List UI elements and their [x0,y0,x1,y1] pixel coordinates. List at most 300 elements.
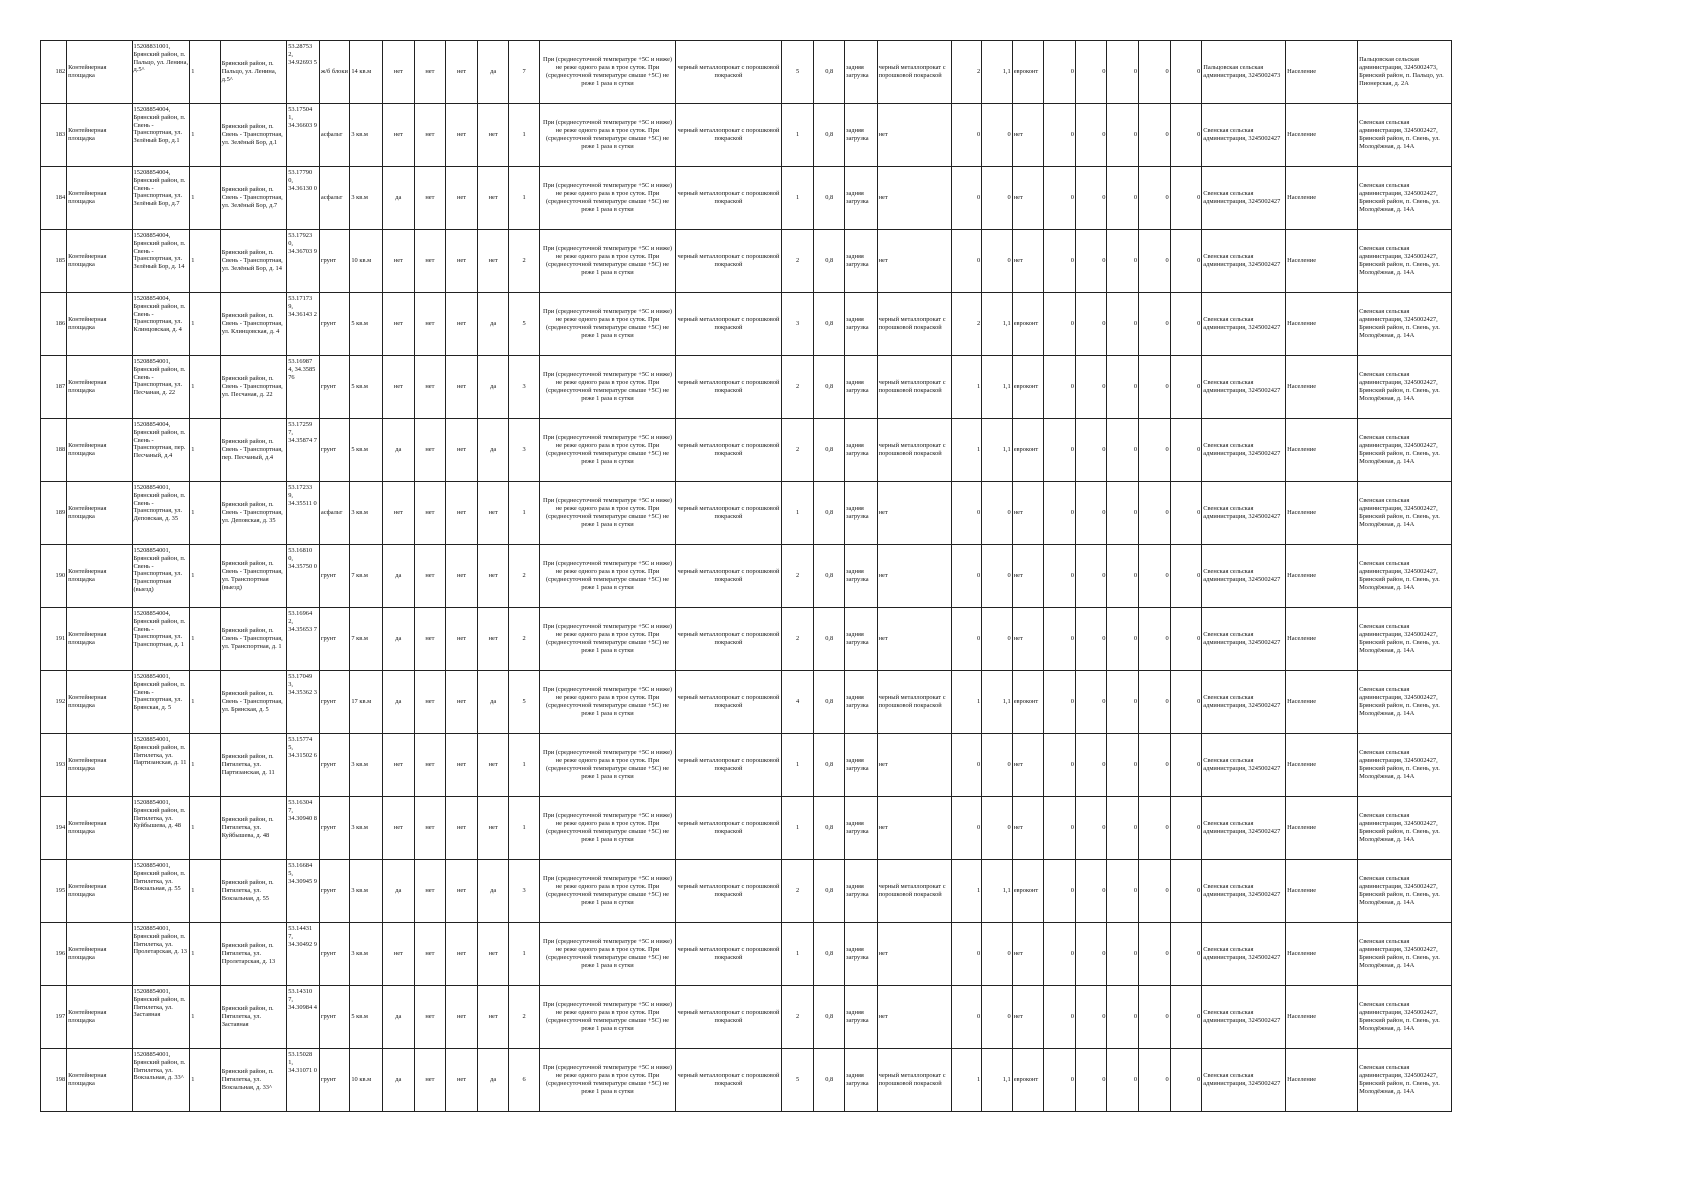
value-1-cell: 0 [1044,1049,1076,1112]
address-cell: Брянский район, п. Свень - Транспортная, ул. Брянская, д. 5 [220,671,286,734]
value-3-cell: 0 [1107,608,1139,671]
value-2-cell: 0 [1075,1049,1107,1112]
container-count-cell: 2 [781,545,814,608]
eurobin-cell: нет [1012,104,1044,167]
flag-cell-cell: 1 [190,734,221,797]
site-type-cell: Контейнерная площадка [67,671,132,734]
owner-full-cell: Свенская сельская администрация, 3245002427, Брянский район, п. Свень, ул. Молодёжная, д. 14А [1358,230,1452,293]
table-row [41,293,1452,356]
flag-4-cell: нет [477,734,509,797]
container-material-cell: черный металлопрокат с порошковой покраской [676,419,782,482]
waste-source-cell: Население [1286,1049,1358,1112]
value-3-cell: 0 [1107,545,1139,608]
value-5-cell: 0 [1170,545,1202,608]
fence-flag-cell: да [383,419,415,482]
table-row [41,482,1452,545]
fence-flag-cell: да [383,608,415,671]
waste-source-cell: Население [1286,167,1358,230]
container-count-cell: 2 [781,860,814,923]
value-5-cell: 0 [1170,230,1202,293]
bunker-material-cell: нет [877,545,951,608]
registry-code-cell: 15208854001, Брянский район, п. Пятилетка, ул. Куйбышева, д. 48 [132,797,190,860]
bunker-volume-cell: 1,1 [982,356,1013,419]
owner-admin-cell: Пальцовская сельская администрация, 3245002473 [1202,41,1286,104]
bunker-volume-cell: 0 [982,545,1013,608]
site-area-cell: 10 кв.м [350,1049,383,1112]
owner-admin-cell: Свенская сельская администрация, 3245002427 [1202,671,1286,734]
container-count-cell: 3 [781,293,814,356]
bunker-material-cell: черный металлопрокат с порошковой покраской [877,419,951,482]
container-material-cell: черный металлопрокат с порошковой покраской [676,167,782,230]
value-5-cell: 0 [1170,104,1202,167]
value-4-cell: 0 [1139,293,1171,356]
bunker-material-cell: нет [877,167,951,230]
collection-schedule-cell: При (среднесуточной температуре +5С и ниже) не реже одного раза в трое суток. При (среднесуточной температуре свыше +5С) не реже 1 раза в сутки [539,734,675,797]
container-count-cell: 1 [781,167,814,230]
container-volume-cell: 0,8 [814,230,845,293]
container-material-cell: черный металлопрокат с порошковой покраской [676,1049,782,1112]
value-2-cell: 0 [1075,797,1107,860]
bunker-material-cell: черный металлопрокат с порошковой покраской [877,356,951,419]
owner-admin-cell: Свенская сельская администрация, 3245002427 [1202,797,1286,860]
waste-source-cell: Население [1286,419,1358,482]
bunker-material-cell: нет [877,923,951,986]
flag-4-cell: нет [477,923,509,986]
value-2-cell: 0 [1075,293,1107,356]
flag-cell-cell: 1 [190,482,221,545]
bunker-count-cell: 1 [951,356,982,419]
site-area-cell: 14 кв.м [350,41,383,104]
value-5-cell: 0 [1170,923,1202,986]
bunker-material-cell: черный металлопрокат с порошковой покраской [877,860,951,923]
container-material-cell: черный металлопрокат с порошковой покраской [676,923,782,986]
value-3-cell: 0 [1107,167,1139,230]
address-cell: Брянский район, п. Свень - Транспортная, ул. Зелёный Бор, д.1 [220,104,286,167]
cover-flag-cell: нет [414,671,446,734]
cover-flag-cell: нет [414,167,446,230]
registry-code-cell: 15208854004, Брянский район, п. Свень - Транспортная, пер. Песчаный, д.4 [132,419,190,482]
waste-source-cell: Население [1286,734,1358,797]
value-1-cell: 0 [1044,734,1076,797]
container-volume-cell: 0,8 [814,167,845,230]
bunker-volume-cell: 1,1 [982,41,1013,104]
bunker-material-cell: черный металлопрокат с порошковой покраской [877,293,951,356]
container-volume-cell: 0,8 [814,545,845,608]
collection-schedule-cell: При (среднесуточной температуре +5С и ниже) не реже одного раза в трое суток. При (среднесуточной температуре свыше +5С) не реже 1 раза в сутки [539,104,675,167]
owner-admin-cell: Свенская сельская администрация, 3245002427 [1202,356,1286,419]
container-material-cell: черный металлопрокат с порошковой покраской [676,860,782,923]
row-number-cell: 190 [41,545,67,608]
flag-3-cell: нет [446,608,478,671]
eurobin-cell: нет [1012,986,1044,1049]
loading-type-cell: задняя загрузка [844,797,877,860]
value-3-cell: 0 [1107,860,1139,923]
container-volume-cell: 0,8 [814,797,845,860]
address-cell: Брянский район, п. Пальцо, ул. Ленина, д.5^ [220,41,286,104]
surface-type-cell: грунт [319,1049,350,1112]
surface-type-cell: асфальт [319,167,350,230]
table-row [41,545,1452,608]
container-total-cell: 7 [509,41,540,104]
container-volume-cell: 0,8 [814,293,845,356]
coordinates-cell: 53.17504 1, 34.36603 9 [287,104,320,167]
value-4-cell: 0 [1139,923,1171,986]
container-material-cell: черный металлопрокат с порошковой покраской [676,356,782,419]
loading-type-cell: задняя загрузка [844,1049,877,1112]
bunker-material-cell: нет [877,986,951,1049]
loading-type-cell: задняя загрузка [844,230,877,293]
coordinates-cell: 53.16987 4, 34.3585 76 [287,356,320,419]
table-row [41,104,1452,167]
fence-flag-cell: нет [383,41,415,104]
bunker-count-cell: 0 [951,734,982,797]
container-total-cell: 3 [509,860,540,923]
value-4-cell: 0 [1139,608,1171,671]
waste-source-cell: Население [1286,545,1358,608]
coordinates-cell: 53.16304 7, 34.30940 8 [287,797,320,860]
owner-full-cell: Свенская сельская администрация, 3245002427, Брянский район, п. Свень, ул. Молодёжная, д. 14А [1358,986,1452,1049]
bunker-count-cell: 0 [951,482,982,545]
cover-flag-cell: нет [414,356,446,419]
bunker-volume-cell: 1,1 [982,1049,1013,1112]
fence-flag-cell: нет [383,482,415,545]
surface-type-cell: грунт [319,860,350,923]
row-number-cell: 182 [41,41,67,104]
value-2-cell: 0 [1075,923,1107,986]
bunker-volume-cell: 0 [982,734,1013,797]
flag-3-cell: нет [446,860,478,923]
eurobin-cell: нет [1012,230,1044,293]
container-total-cell: 5 [509,293,540,356]
owner-admin-cell: Свенская сельская администрация, 3245002427 [1202,1049,1286,1112]
value-1-cell: 0 [1044,230,1076,293]
container-material-cell: черный металлопрокат с порошковой покраской [676,545,782,608]
table-row [41,923,1452,986]
site-type-cell: Контейнерная площадка [67,230,132,293]
address-cell: Брянский район, п. Пятилетка, ул. Пролетарская, д. 13 [220,923,286,986]
value-3-cell: 0 [1107,230,1139,293]
flag-4-cell: да [477,419,509,482]
bunker-volume-cell: 1,1 [982,293,1013,356]
owner-admin-cell: Свенская сельская администрация, 3245002427 [1202,923,1286,986]
value-2-cell: 0 [1075,356,1107,419]
table-row [41,1049,1452,1112]
flag-3-cell: нет [446,104,478,167]
fence-flag-cell: да [383,860,415,923]
site-area-cell: 7 кв.м [350,608,383,671]
waste-source-cell: Население [1286,482,1358,545]
container-volume-cell: 0,8 [814,482,845,545]
flag-4-cell: нет [477,986,509,1049]
container-total-cell: 5 [509,671,540,734]
flag-3-cell: нет [446,419,478,482]
registry-code-cell: 15208854001, Брянский район, п. Свень - Транспортная, ул. Песчаная, д. 22 [132,356,190,419]
container-material-cell: черный металлопрокат с порошковой покраской [676,293,782,356]
site-type-cell: Контейнерная площадка [67,797,132,860]
eurobin-cell: нет [1012,545,1044,608]
table-row [41,167,1452,230]
eurobin-cell: евроконт [1012,671,1044,734]
table-row [41,671,1452,734]
container-volume-cell: 0,8 [814,356,845,419]
site-type-cell: Контейнерная площадка [67,41,132,104]
surface-type-cell: ж/б блоки [319,41,350,104]
surface-type-cell: грунт [319,545,350,608]
site-area-cell: 17 кв.м [350,671,383,734]
flag-3-cell: нет [446,356,478,419]
container-total-cell: 1 [509,167,540,230]
value-4-cell: 0 [1139,419,1171,482]
row-number-cell: 186 [41,293,67,356]
owner-admin-cell: Свенская сельская администрация, 3245002427 [1202,293,1286,356]
site-type-cell: Контейнерная площадка [67,104,132,167]
flag-cell-cell: 1 [190,608,221,671]
loading-type-cell: задняя загрузка [844,734,877,797]
value-3-cell: 0 [1107,1049,1139,1112]
container-count-cell: 1 [781,797,814,860]
bunker-material-cell: нет [877,734,951,797]
coordinates-cell: 53.28753 2, 34.92693 5 [287,41,320,104]
row-number-cell: 188 [41,419,67,482]
container-total-cell: 2 [509,608,540,671]
eurobin-cell: евроконт [1012,860,1044,923]
value-3-cell: 0 [1107,104,1139,167]
cover-flag-cell: нет [414,986,446,1049]
flag-cell-cell: 1 [190,545,221,608]
value-1-cell: 0 [1044,860,1076,923]
coordinates-cell: 53.14310 7, 34.30984 4 [287,986,320,1049]
container-volume-cell: 0,8 [814,860,845,923]
row-number-cell: 187 [41,356,67,419]
owner-full-cell: Свенская сельская администрация, 3245002427, Брянский район, п. Свень, ул. Молодёжная, д. 14А [1358,104,1452,167]
value-4-cell: 0 [1139,41,1171,104]
fence-flag-cell: нет [383,797,415,860]
coordinates-cell: 53.16810 0, 34.35750 0 [287,545,320,608]
owner-full-cell: Свенская сельская администрация, 3245002427, Брянский район, п. Свень, ул. Молодёжная, д. 14А [1358,167,1452,230]
registry-code-cell: 15208854001, Брянский район, п. Пятилетка, ул. Заставная [132,986,190,1049]
eurobin-cell: нет [1012,734,1044,797]
owner-full-cell: Свенская сельская администрация, 3245002427, Брянский район, п. Свень, ул. Молодёжная, д. 14А [1358,419,1452,482]
flag-4-cell: да [477,356,509,419]
container-total-cell: 1 [509,797,540,860]
address-cell: Брянский район, п. Свень - Транспортная, ул. Зелёный Бор, д.7 [220,167,286,230]
flag-4-cell: нет [477,104,509,167]
flag-3-cell: нет [446,167,478,230]
row-number-cell: 192 [41,671,67,734]
container-count-cell: 4 [781,671,814,734]
container-material-cell: черный металлопрокат с порошковой покраской [676,797,782,860]
collection-schedule-cell: При (среднесуточной температуре +5С и ниже) не реже одного раза в трое суток. При (среднесуточной температуре свыше +5С) не реже 1 раза в сутки [539,230,675,293]
bunker-volume-cell: 0 [982,608,1013,671]
bunker-count-cell: 0 [951,923,982,986]
owner-full-cell: Свенская сельская администрация, 3245002427, Брянский район, п. Свень, ул. Молодёжная, д. 14А [1358,293,1452,356]
waste-source-cell: Население [1286,671,1358,734]
container-material-cell: черный металлопрокат с порошковой покраской [676,671,782,734]
row-number-cell: 185 [41,230,67,293]
bunker-material-cell: нет [877,482,951,545]
site-area-cell: 5 кв.м [350,293,383,356]
owner-admin-cell: Свенская сельская администрация, 3245002427 [1202,230,1286,293]
owner-admin-cell: Свенская сельская администрация, 3245002427 [1202,545,1286,608]
value-5-cell: 0 [1170,608,1202,671]
container-total-cell: 6 [509,1049,540,1112]
value-1-cell: 0 [1044,923,1076,986]
value-2-cell: 0 [1075,482,1107,545]
container-volume-cell: 0,8 [814,104,845,167]
site-area-cell: 3 кв.м [350,923,383,986]
container-volume-cell: 0,8 [814,419,845,482]
flag-cell-cell: 1 [190,860,221,923]
value-4-cell: 0 [1139,545,1171,608]
coordinates-cell: 53.17233 9, 34.35511 0 [287,482,320,545]
bunker-material-cell: черный металлопрокат с порошковой покраской [877,671,951,734]
waste-source-cell: Население [1286,923,1358,986]
bunker-count-cell: 0 [951,608,982,671]
container-total-cell: 2 [509,545,540,608]
container-count-cell: 2 [781,230,814,293]
table-body [41,41,1452,1112]
address-cell: Брянский район, п. Свень - Транспортная, ул. Транспортная (выезд) [220,545,286,608]
coordinates-cell: 53.17049 3, 34.35362 3 [287,671,320,734]
loading-type-cell: задняя загрузка [844,671,877,734]
owner-full-cell: Свенская сельская администрация, 3245002427, Брянский район, п. Свень, ул. Молодёжная, д. 14А [1358,482,1452,545]
value-5-cell: 0 [1170,167,1202,230]
value-5-cell: 0 [1170,671,1202,734]
flag-4-cell: нет [477,482,509,545]
value-5-cell: 0 [1170,1049,1202,1112]
value-5-cell: 0 [1170,482,1202,545]
value-1-cell: 0 [1044,419,1076,482]
owner-full-cell: Пальцовская сельская администрация, 3245002473, Брянский район, п. Пальцо, ул. Пионерская, д. 2А [1358,41,1452,104]
site-area-cell: 3 кв.м [350,734,383,797]
value-1-cell: 0 [1044,608,1076,671]
container-material-cell: черный металлопрокат с порошковой покраской [676,104,782,167]
value-2-cell: 0 [1075,104,1107,167]
flag-3-cell: нет [446,41,478,104]
fence-flag-cell: нет [383,734,415,797]
eurobin-cell: евроконт [1012,356,1044,419]
bunker-count-cell: 0 [951,545,982,608]
flag-4-cell: нет [477,167,509,230]
value-3-cell: 0 [1107,923,1139,986]
waste-source-cell: Население [1286,230,1358,293]
owner-full-cell: Свенская сельская администрация, 3245002427, Брянский район, п. Свень, ул. Молодёжная, д. 14А [1358,797,1452,860]
cover-flag-cell: нет [414,923,446,986]
flag-cell-cell: 1 [190,671,221,734]
registry-code-cell: 15208854001, Брянский район, п. Пятилетка, ул. Вокзальная, д. 33^ [132,1049,190,1112]
site-area-cell: 3 кв.м [350,167,383,230]
bunker-volume-cell: 1,1 [982,860,1013,923]
bunker-material-cell: черный металлопрокат с порошковой покраской [877,1049,951,1112]
owner-admin-cell: Свенская сельская администрация, 3245002427 [1202,104,1286,167]
coordinates-cell: 53.16684 5, 34.30945 9 [287,860,320,923]
value-2-cell: 0 [1075,734,1107,797]
coordinates-cell: 53.17259 7, 34.35874 7 [287,419,320,482]
value-5-cell: 0 [1170,419,1202,482]
site-area-cell: 5 кв.м [350,356,383,419]
registry-code-cell: 15208854001, Брянский район, п. Свень - Транспортная, ул. Деповская, д. 35 [132,482,190,545]
container-volume-cell: 0,8 [814,734,845,797]
container-material-cell: черный металлопрокат с порошковой покраской [676,41,782,104]
site-area-cell: 5 кв.м [350,986,383,1049]
value-3-cell: 0 [1107,356,1139,419]
value-4-cell: 0 [1139,230,1171,293]
value-1-cell: 0 [1044,986,1076,1049]
value-1-cell: 0 [1044,104,1076,167]
site-area-cell: 10 кв.м [350,230,383,293]
collection-schedule-cell: При (среднесуточной температуре +5С и ниже) не реже одного раза в трое суток. При (среднесуточной температуре свыше +5С) не реже 1 раза в сутки [539,356,675,419]
table-row [41,419,1452,482]
bunker-count-cell: 2 [951,293,982,356]
eurobin-cell: нет [1012,923,1044,986]
waste-source-cell: Население [1286,104,1358,167]
value-2-cell: 0 [1075,671,1107,734]
collection-schedule-cell: При (среднесуточной температуре +5С и ниже) не реже одного раза в трое суток. При (среднесуточной температуре свыше +5С) не реже 1 раза в сутки [539,545,675,608]
container-count-cell: 1 [781,923,814,986]
container-total-cell: 1 [509,734,540,797]
row-number-cell: 184 [41,167,67,230]
registry-code-cell: 15208854004, Брянский район, п. Свень - Транспортная, ул. Зелёный Бор, д.7 [132,167,190,230]
waste-source-cell: Население [1286,608,1358,671]
value-1-cell: 0 [1044,293,1076,356]
registry-table [40,40,1452,1112]
bunker-volume-cell: 0 [982,986,1013,1049]
bunker-count-cell: 0 [951,167,982,230]
loading-type-cell: задняя загрузка [844,608,877,671]
surface-type-cell: грунт [319,419,350,482]
flag-cell-cell: 1 [190,356,221,419]
container-total-cell: 1 [509,104,540,167]
bunker-volume-cell: 0 [982,923,1013,986]
coordinates-cell: 53.16964 2, 34.35653 7 [287,608,320,671]
container-volume-cell: 0,8 [814,608,845,671]
surface-type-cell: грунт [319,293,350,356]
flag-3-cell: нет [446,1049,478,1112]
flag-cell-cell: 1 [190,293,221,356]
row-number-cell: 193 [41,734,67,797]
bunker-volume-cell: 0 [982,797,1013,860]
owner-admin-cell: Свенская сельская администрация, 3245002427 [1202,419,1286,482]
bunker-volume-cell: 0 [982,167,1013,230]
cover-flag-cell: нет [414,860,446,923]
owner-admin-cell: Свенская сельская администрация, 3245002427 [1202,986,1286,1049]
value-2-cell: 0 [1075,167,1107,230]
table-row [41,356,1452,419]
table-row [41,986,1452,1049]
container-count-cell: 2 [781,608,814,671]
eurobin-cell: нет [1012,797,1044,860]
collection-schedule-cell: При (среднесуточной температуре +5С и ниже) не реже одного раза в трое суток. При (среднесуточной температуре свыше +5С) не реже 1 раза в сутки [539,167,675,230]
address-cell: Брянский район, п. Свень - Транспортная, ул. Зелёный Бор, д. 14 [220,230,286,293]
surface-type-cell: асфальт [319,104,350,167]
value-2-cell: 0 [1075,860,1107,923]
bunker-count-cell: 0 [951,230,982,293]
value-3-cell: 0 [1107,482,1139,545]
cover-flag-cell: нет [414,797,446,860]
value-2-cell: 0 [1075,545,1107,608]
container-volume-cell: 0,8 [814,986,845,1049]
owner-full-cell: Свенская сельская администрация, 3245002427, Брянский район, п. Свень, ул. Молодёжная, д. 14А [1358,860,1452,923]
owner-full-cell: Свенская сельская администрация, 3245002427, Брянский район, п. Свень, ул. Молодёжная, д. 14А [1358,734,1452,797]
flag-4-cell: да [477,671,509,734]
value-5-cell: 0 [1170,41,1202,104]
container-material-cell: черный металлопрокат с порошковой покраской [676,608,782,671]
value-3-cell: 0 [1107,419,1139,482]
site-type-cell: Контейнерная площадка [67,734,132,797]
fence-flag-cell: нет [383,356,415,419]
value-4-cell: 0 [1139,671,1171,734]
value-4-cell: 0 [1139,482,1171,545]
